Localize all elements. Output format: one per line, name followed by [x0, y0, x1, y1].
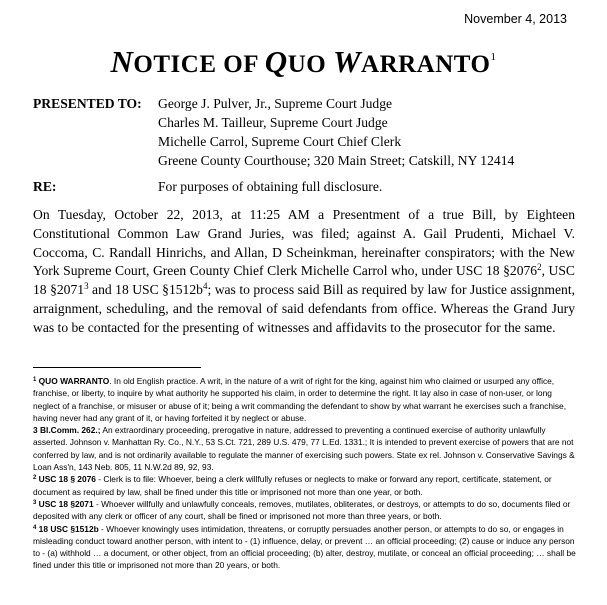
title-initial-q: Q — [264, 44, 288, 79]
footnote-4 — [33, 523, 578, 572]
footnote-ref: 4 — [202, 281, 208, 292]
footnote-1 — [33, 375, 578, 473]
footnote-text: - Whoever knowingly uses intimidation, threatens, or corruptly persuades another person, or attempts to do so, or engages in misleading conduct toward another person, with intent to - (1) influence, delay, or prevent … an official proceeding; (2) cause or induce any person to - (a) withhold … a document, or other object, from an official proceeding; (b) alter, destroy, mutilate, or conceal an official proceeding; … shall be fined under this title or imprisoned not more than 20 years, or both. — [33, 523, 576, 571]
footnote-heading: 18 USC §1512b — [38, 523, 99, 534]
footnote-number: 2 — [33, 475, 37, 482]
footnote-3 — [33, 498, 578, 523]
address-line: Charles M. Tailleur, Supreme Court Judge — [158, 115, 388, 130]
footnote-text: . In old English practice. A writ, in the nature of a writ of right for the king, against him who claimed or usurped any office, franchise, or liberty, to inquire by what authority he supported his claim, in order to determine the right. It lay also in case of non-user, or long neglect of a franchise, or misuser or abuse of it; being a writ commanding the defendant to show by what warrant he exercises such a franchise, having never had any grant of it, or having forfeited it by neglect or abuse. — [33, 376, 567, 423]
footnote-ref: 3 — [84, 281, 89, 292]
body-text-part: , USC 18 §2071 — [33, 263, 576, 298]
re-text: For purposes of obtaining full disclosure. — [158, 179, 383, 194]
body-text-part: ; was to process said Bill as required by law for Justice assignment, arraignment, scheduling, and the removal of said defendants from office. Whereas the Grand Jury was to be contacted for the presenting of witnesses and affidavits to the prosecutor for the same. — [33, 282, 575, 335]
title-word-warranto: ARRANTO — [361, 51, 491, 78]
body-text-part: On Tuesday, October 22, 2013, at 11:25 AM a Presentment of a true Bill, by Eighteen Constitutional Common Law Grand Juries, was filed; against A. Gail Prudenti, Michael V. Coccoma, C. Randall Hinrichs, and Allan, D Scheinkman, hereinafter conspirators; with the New York Supreme Court, Green County Chief Clerk Michelle Carrol who, under USC 18 §2076 — [33, 207, 575, 279]
footnote-text: - Clerk is to file: Whoever, being a clerk willfully refuses or neglects to make or forward any report, certificate, statement, or document as required by law, shall be fined under this title or imprisoned not more than one year, or both. — [33, 474, 552, 497]
title-word-quo: UO — [287, 51, 333, 78]
address-line: George J. Pulver, Jr., Supreme Court Judge — [158, 96, 393, 111]
footnote-2 — [33, 473, 578, 498]
footnote-text: An extraordinary proceeding, prerogative in nature, addressed to preventing a continued exercise of authority unlawfully asserted. Johnson v. Manhattan Ry. Co., N.Y., 53 S.Ct. 721, 289 U.S. 479, 77 L.Ed. 1331.; It is intended to prevent exercise of powers that are not conferred by law, and is not ordinarily available to regulate the manner of exercising such powers. State ex rel. Johnson v. Conservative Savings & Loan Ass'n, 143 Neb. 805, 11 N.W.2d 89, 92, 93. — [33, 425, 575, 473]
body-text-part: and 18 USC §1512b — [88, 282, 203, 298]
document-date: November 4, 2013 — [464, 12, 567, 26]
footnote-heading: QUO WARRANTO — [38, 376, 110, 386]
address-line: Michelle Carrol, Supreme Court Chief Clerk — [158, 134, 402, 149]
footnote-heading: 3 Bl.Comm. 262.; — [33, 425, 101, 436]
footnote-heading: USC 18 § 2076 — [38, 474, 96, 485]
address-line: Greene County Courthouse; 320 Main Street; Catskill, NY 12414 — [158, 153, 515, 168]
footnote-number: 4 — [33, 524, 37, 531]
footnote-number: 1 — [33, 377, 37, 383]
document-title — [0, 44, 607, 80]
re-label: RE: — [33, 179, 57, 194]
title-initial-w: W — [332, 44, 362, 79]
title-word-notice: OTICE OF — [133, 51, 265, 78]
presented-to-label: PRESENTED TO: — [33, 96, 142, 111]
footnote-divider — [33, 367, 201, 368]
footnote-ref: 2 — [537, 262, 542, 273]
title-initial-n: N — [110, 44, 134, 79]
footnotes — [33, 375, 578, 572]
footnote-heading: USC 18 §2071 — [38, 498, 94, 509]
title-footnote-ref: 1 — [490, 51, 497, 63]
footnote-text: - Whoever willfully and unlawfully conceals, removes, mutilates, obliterates, or destroys, or attempts to do so, documents filed or deposited with any clerk or officer of any court, shall be fined or imprisoned not more than three years, or both. — [33, 498, 571, 522]
footnote-number: 3 — [33, 499, 37, 506]
presented-to-addresses — [158, 94, 514, 170]
body-paragraph — [33, 206, 575, 338]
